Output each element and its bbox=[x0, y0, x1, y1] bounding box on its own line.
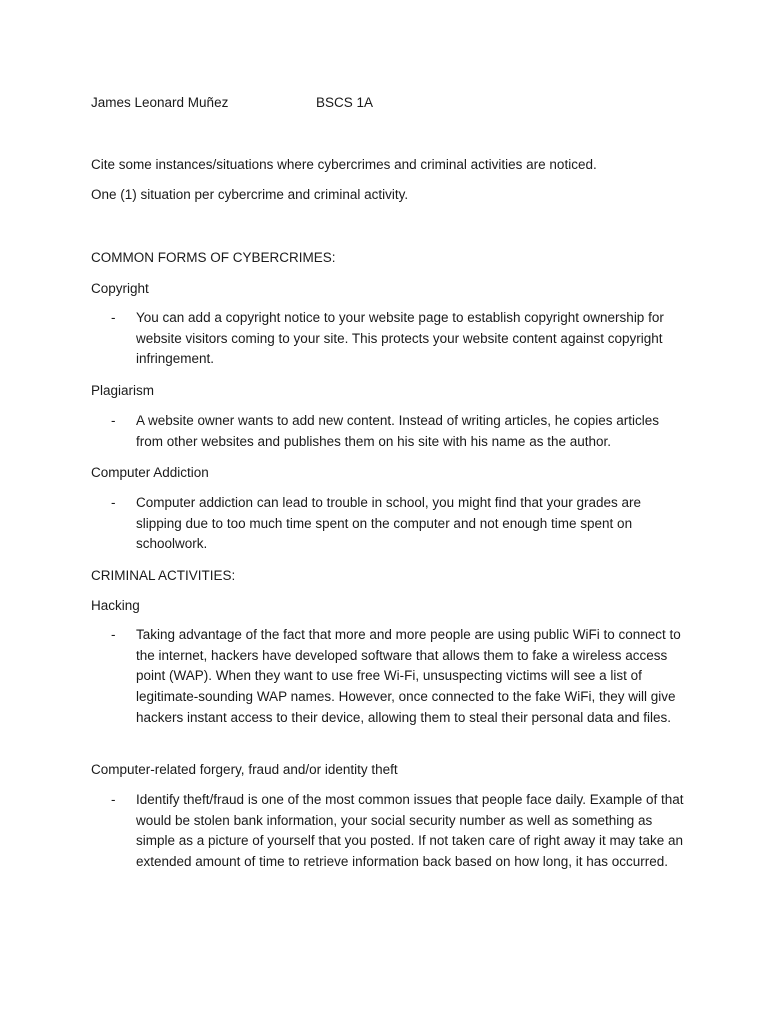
item-text-computer-addiction: Computer addiction can lead to trouble in school, you might find that your grades are slipping due to too much time spent on the computer and not enough time spent on schoolwork. bbox=[136, 495, 642, 552]
instruction-line-1: Cite some instances/situations where cybercrimes and criminal activities are noticed. bbox=[91, 157, 597, 172]
bullet-marker: - bbox=[111, 495, 116, 510]
item-title-plagiarism: Plagiarism bbox=[91, 383, 155, 398]
bullet-marker: - bbox=[111, 792, 116, 807]
bullet-marker: - bbox=[111, 413, 116, 428]
course-section: BSCS 1A bbox=[316, 95, 374, 110]
section-heading-criminal-activities: CRIMINAL ACTIVITIES: bbox=[91, 568, 236, 583]
item-title-hacking: Hacking bbox=[91, 598, 140, 613]
item-text-plagiarism: A website owner wants to add new content. Instead of writing articles, he copies articles from other websites and publishes them on his site with his name as the author. bbox=[136, 413, 660, 449]
bullet-marker: - bbox=[111, 627, 116, 642]
instruction-line-2: One (1) situation per cybercrime and criminal activity. bbox=[91, 187, 409, 202]
item-title-copyright: Copyright bbox=[91, 281, 149, 296]
section-heading-common-forms: COMMON FORMS OF CYBERCRIMES: bbox=[91, 250, 336, 265]
item-title-computer-addiction: Computer Addiction bbox=[91, 465, 209, 480]
item-title-forgery-fraud: Computer-related forgery, fraud and/or identity theft bbox=[91, 762, 398, 777]
bullet-marker: - bbox=[111, 310, 116, 325]
student-name: James Leonard Muñez bbox=[91, 95, 229, 110]
item-text-hacking: Taking advantage of the fact that more and more people are using public WiFi to connect to the internet, hackers have developed software that allows them to fake a wireless access point (WAP). When they want to use free Wi-Fi, unsuspecting victims will see a list of legitimate-sounding WAP names. However, once connected to the fake WiFi, they will give hackers instant access to their device, allowing them to steal their personal data and files. bbox=[136, 627, 681, 725]
item-text-forgery-fraud: Identify theft/fraud is one of the most common issues that people face daily. Example of that would be stolen bank information, your social security number as well as something as simple as a picture of yourself that you posted. If not taken care of right away it may take an extended amount of time to retrieve information back based on how long, it has occurred. bbox=[136, 792, 684, 870]
item-text-copyright: You can add a copyright notice to your website page to establish copyright ownership for website visitors coming to your site. This protects your website content against copyright infringement. bbox=[136, 310, 664, 367]
